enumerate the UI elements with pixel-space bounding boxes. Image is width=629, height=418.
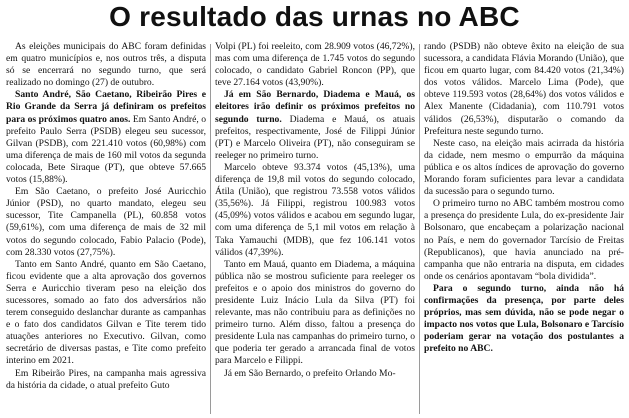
article-headline: O resultado das urnas no ABC (109, 1, 520, 32)
bold-text-run: Santo André, São Caetano, Ribeirão Pires e Rio Grande da Serra já definiram os prefeitos para os próximos quatro anos. (6, 89, 206, 125)
text-run: Em São Caetano, o prefeito José Auricchio Júnior (PSD), no quarto mandato, elegeu seu sucessor, Tite Campanella (PL), 60.858 votos (59,61%), com uma diferença de mais de 32 mil votos do segundo colocado, Fabio Palacio (Pode), com 28.330 votos (27,75%). (6, 186, 206, 258)
text-run: Diadema e Mauá, os atuais prefeitos, respectivamente, José de Filippi Júnior (PT) e Marcelo Oliveira (PT), não conseguiram se reeleger no primeiro turno. (215, 113, 415, 161)
text-run: Neste caso, na eleição mais acirrada da história da cidade, nem mesmo o empurrão da máquina pública e os altos índices de aprovação do governo Morando foram suficientes para levar a candidata da sucessão para o segundo turno. (424, 137, 624, 198)
text-run: Tanto em Mauá, quanto em Diadema, a máquina pública não se mostrou suficiente para reeleger os prefeitos e o apoio dos ministros do governo do presidente Luiz Inácio Lula da Silva (PT) foi relevante, mas não contribuiu para as definições no primeiro turno. Além disso, faltou a presença do presidente Lula nas campanhas do primeiro turno, o que poderia ter gerado a arrancada final de votos para Marcelo e Filippi. (215, 258, 415, 367)
bold-text-run: Para o segundo turno, ainda não há confirmações da presença, por parte deles próprios, mas sem dúvida, não se pode negar o impacto nos votos que Lula, Bolsonaro e Tarcísio poderiam gerar na votação dos postulantes a prefeito no ABC. (424, 282, 624, 355)
article-paragraph (215, 259, 415, 368)
article-paragraph (6, 259, 206, 368)
bold-text-run: Já em São Bernardo, Diadema e Mauá, os eleitores irão definir os próximos prefeitos no segundo turno. (215, 89, 415, 125)
text-run: As eleições municipais do ABC foram definidas em quatro municípios e, nos outros três, a disputa só se encerrará no segundo turno, que será realizado no domingo (27) de outubro. (6, 41, 206, 89)
article-paragraph (215, 89, 415, 162)
text-run: Volpi (PL) foi reeleito, com 28.909 votos (46,72%), mas com uma diferença de 1.745 votos do segundo colocado, o candidato Gabriel Roncon (PP), que teve 27.164 votos (43,90%). (215, 41, 415, 89)
column-divider (419, 44, 420, 414)
article-paragraph (6, 368, 206, 392)
article-paragraph (424, 138, 624, 198)
text-run: Marcelo obteve 93.374 votos (45,13%), uma diferença de 19,8 mil votos do segundo colocado, Átila (União), que registrou 73.558 votos válidos (35,56%). Já Filippi, registrou 100.983 votos (45,09%) votos válidos e acabou em segundo lugar, com uma diferença de 5,1 mil votos em relação à Taka Yamauchi (MDB), que fez 106.141 votos válidos (47,39%). (215, 161, 415, 258)
text-run: Em Santo André, o prefeito Paulo Serra (PSDB) elegeu seu sucessor, Gilvan (PSDB), com 221.410 votos (60,98%) com uma diferença de mais de 160 mil votos da segunda colocada, Bete Siraque (PT), que obteve 57.665 votos (15,88%). (6, 113, 206, 186)
column-divider (210, 44, 211, 414)
article-paragraph (6, 89, 206, 186)
text-run: Já em São Bernardo, o prefeito Orlando Mo- (224, 367, 396, 379)
article-paragraph (6, 41, 206, 89)
text-run: Tanto em Santo André, quanto em São Caetano, ficou evidente que a alta aprovação dos governos Serra e Auricchio tiveram peso na eleição dos sucessores, somado ao fato dos adversários não terem conseguido deslanchar durante as campanhas e o fato dos candidatos Gilvan e Tite terem tido atuações anteriores no Executivo. Gilvan, como secretário de diversas pastas, e Tite como prefeito interino em 2021. (6, 258, 206, 367)
article-paragraph (215, 162, 415, 259)
text-run: O primeiro turno no ABC também mostrou como a presença do presidente Lula, do ex-presidente Jair Bolsonaro, que encabeçam a polarização nacional no País, e nem do governador Tarcísio de Freitas (Republicanos), que havia anunciado na pré-campanha que não entraria na disputa, em cidades onde os cenários apontavam “bola dividida”. (424, 198, 624, 282)
article-paragraph (215, 368, 415, 380)
article-paragraph (424, 198, 624, 283)
text-column-2 (215, 41, 415, 418)
article-paragraph (424, 41, 624, 138)
article-paragraph (424, 283, 624, 356)
text-column-3 (424, 41, 624, 418)
text-run: rando (PSDB) não obteve êxito na eleição de sua sucessora, a candidata Flávia Morando (União), que ficou em quarto lugar, com 84.420 votos (21,34%) dos votos válidos. Marcelo Lima (Pode), que obteve 119.593 votos (28,64%) dos votos válidos e Alex Manente (Cidadania), com 110.791 votos válidos (26,53%), disputarão o comando da Prefeitura neste segundo turno. (424, 41, 624, 137)
text-run: Em Ribeirão Pires, na campanha mais agressiva da história da cidade, o atual prefeito Guto (6, 367, 206, 391)
text-column-1 (6, 41, 206, 418)
article-body (6, 41, 624, 418)
article-paragraph (215, 41, 415, 89)
article-paragraph (6, 186, 206, 259)
